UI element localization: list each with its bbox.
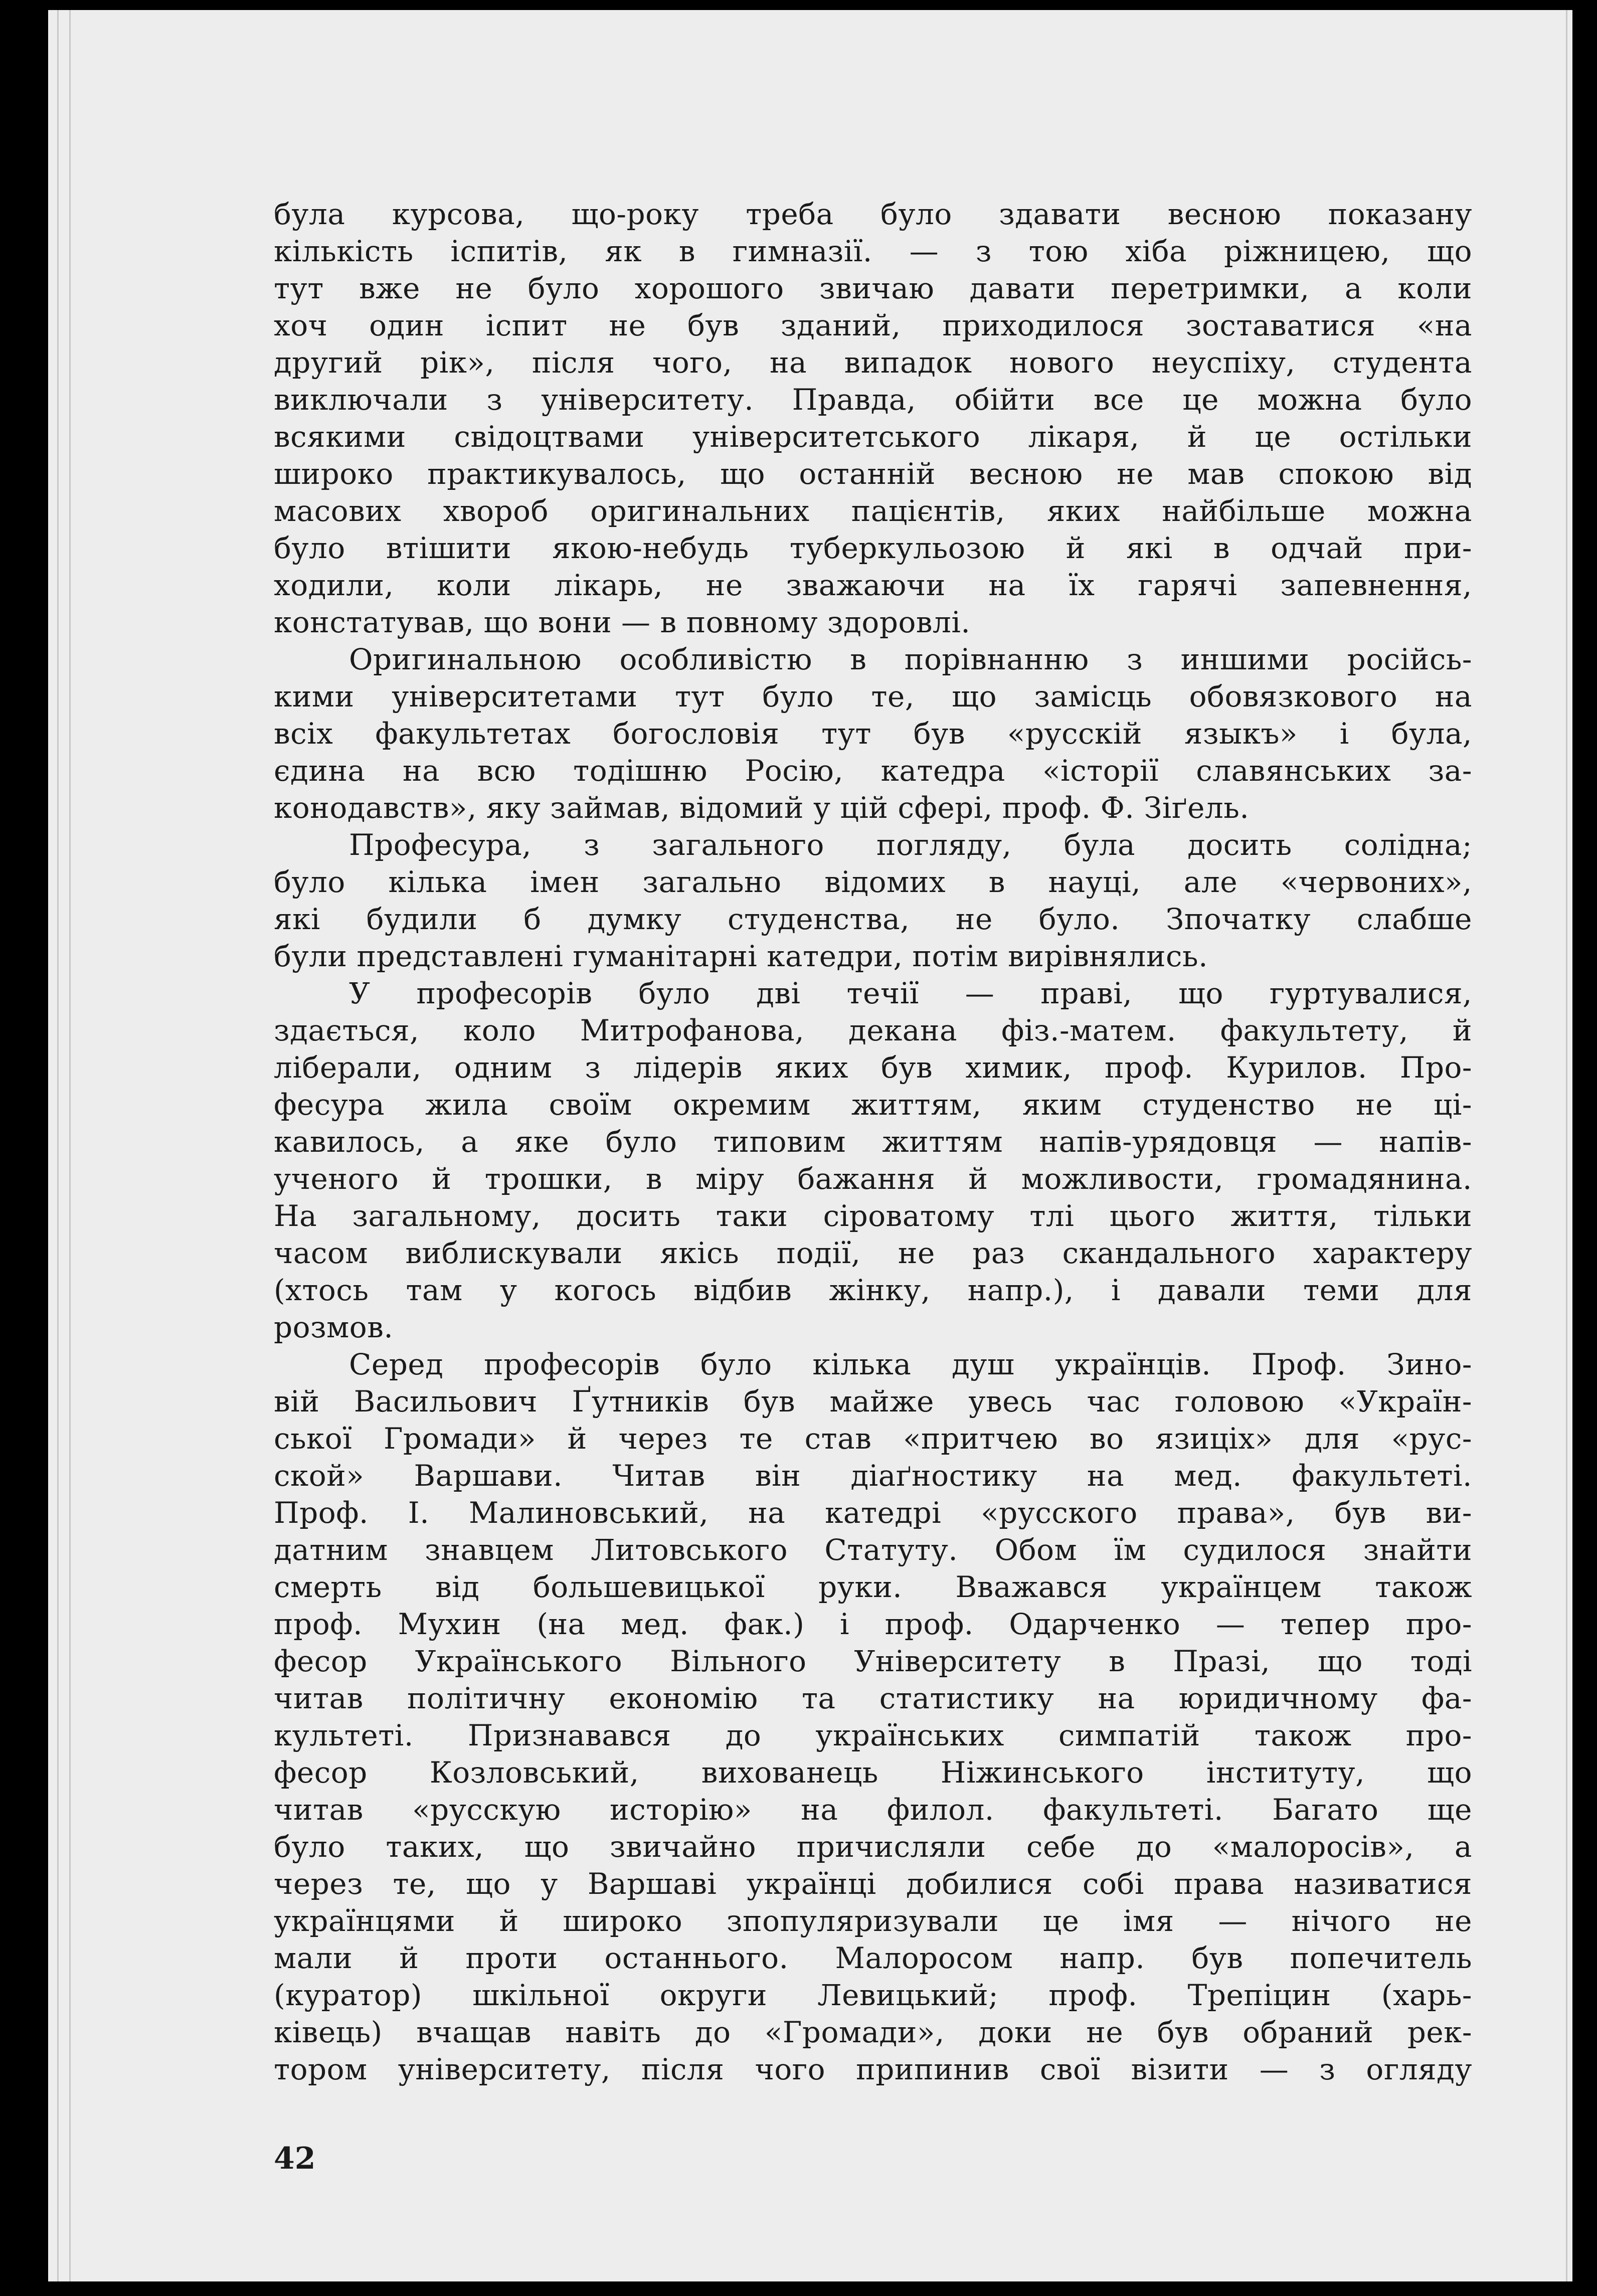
book-page: [48, 10, 1572, 2281]
text-line: Професура, з загального погляду, була досить солідна;: [349, 828, 1472, 862]
text-line: датним знавцем Литовського Статуту. Обом їм судилося знайти: [274, 1533, 1472, 1567]
text-line: культеті. Признавався до українських симпатій також про-: [274, 1718, 1472, 1752]
paragraph: [274, 641, 1472, 826]
text-line: ської Громади» й через те став «притчею во язиціх» для «рус-: [274, 1422, 1472, 1456]
text-line: широко практикувалось, що останній весною не мав спокою від: [274, 457, 1472, 491]
text-line: розмов.: [274, 1310, 394, 1344]
text-line: які будили б думку студенства, не було. Зпочатку слабше: [274, 902, 1472, 936]
text-line: вій Васильович Ґутників був майже увесь час головою «Україн-: [274, 1384, 1472, 1419]
page-number: 42: [274, 2141, 316, 2176]
text-line: констатував, що вони — в повному здоровлі.: [274, 605, 971, 639]
text-line: було кілька імен загально відомих в науці, але «червоних»,: [274, 865, 1472, 899]
text-line: всіх факультетах богословія тут був «русскій языкъ» і була,: [274, 717, 1472, 751]
text-line: читав «русскую исторію» на филол. факультеті. Багато ще: [274, 1793, 1472, 1827]
text-line: смерть від большевицької руки. Вважався українцем також: [274, 1570, 1472, 1604]
text-line: всякими свідоцтвами університетського лікаря, й це остільки: [274, 420, 1472, 454]
text-line: читав політичну економію та статистику на юридичному фа-: [274, 1681, 1472, 1715]
text-line: фесор Українського Вільного Університету в Празі, що тоді: [274, 1644, 1472, 1678]
text-line: Оригинальною особливістю в порівнанню з иншими російсь-: [349, 642, 1472, 676]
text-line: фесор Козловський, вихованець Ніжинського інституту, що: [274, 1755, 1472, 1790]
text-line: українцями й широко зпопуляризували це імя — нічого не: [274, 1904, 1472, 1938]
text-line: (хтось там у когось відбив жінку, напр.), і давали теми для: [274, 1273, 1472, 1307]
text-line: Серед професорів було кілька душ українців. Проф. Зино-: [349, 1347, 1472, 1381]
text-line: мали й проти останнього. Малоросом напр. був попечитель: [274, 1941, 1472, 1975]
text-line: ской» Варшави. Читав він діаґностику на мед. факультеті.: [274, 1459, 1472, 1493]
page-edge-line: [57, 10, 59, 2281]
text-line: конодавств», яку займав, відомий у цій сфері, проф. Ф. Зіґель.: [274, 791, 1250, 825]
text-line: було таких, що звичайно причисляли себе до «малоросів», а: [274, 1830, 1472, 1864]
text-line: кавилось, а яке було типовим життям напів-урядовця — напів-: [274, 1125, 1472, 1159]
text-line: часом виблискували якісь події, не раз скандального характеру: [274, 1236, 1472, 1270]
text-line: було втішити якою-небудь туберкульозою й які в одчай при-: [274, 531, 1472, 565]
text-line: ходили, коли лікарь, не зважаючи на їх гарячі запевнення,: [274, 568, 1472, 602]
text-line: У професорів було дві течії — праві, що гуртувалися,: [349, 976, 1472, 1010]
text-line: тором університету, після чого припинив свої візити — з огляду: [274, 2052, 1472, 2086]
text-line: На загальному, досить таки сіроватому тлі цього життя, тільки: [274, 1199, 1472, 1233]
text-line: через те, що у Варшаві українці добилися собі права називатися: [274, 1867, 1472, 1901]
text-line: здається, коло Митрофанова, декана фіз.-матем. факультету, й: [274, 1013, 1472, 1047]
text-line: проф. Мухин (на мед. фак.) і проф. Одарченко — тепер про-: [274, 1607, 1472, 1641]
paragraph: [274, 826, 1472, 975]
text-line: Проф. І. Малиновський, на катедрі «русского права», був ви-: [274, 1496, 1472, 1530]
text-line: ліберали, одним з лідерів яких був химик, проф. Курилов. Про-: [274, 1050, 1472, 1085]
text-line: єдина на всю тодішню Росію, катедра «історії славянських за-: [274, 754, 1472, 788]
page-edge-line: [1566, 10, 1567, 2281]
text-line: фесура жила своїм окремим життям, яким студенство не ці-: [274, 1088, 1472, 1122]
body-text: [274, 196, 1472, 2088]
text-line: ученого й трошки, в міру бажання й можливости, громадянина.: [274, 1162, 1472, 1196]
text-line: кими університетами тут було те, що замісць обовязкового на: [274, 679, 1472, 714]
paragraph: [274, 1346, 1472, 2088]
paragraph: [274, 975, 1472, 1346]
text-line: масових хвороб оригинальних пацієнтів, яких найбільше можна: [274, 494, 1472, 528]
text-line: (куратор) шкільної округи Левицький; проф. Трепіцин (харь-: [274, 1978, 1472, 2012]
text-line: ківець) вчащав навіть до «Громади», доки не був обраний рек-: [274, 2015, 1472, 2049]
text-line: тут вже не було хорошого звичаю давати перетримки, а коли: [274, 271, 1472, 305]
text-line: другий рік», після чого, на випадок нового неуспіху, студента: [274, 345, 1472, 380]
paragraph: [274, 196, 1472, 641]
text-line: виключали з університету. Правда, обійти все це можна було: [274, 383, 1472, 417]
text-line: хоч один іспит не був зданий, приходилося зоставатися «на: [274, 308, 1472, 342]
page-edge-line: [69, 10, 71, 2281]
text-line: була курсова, що-року треба було здавати весною показану: [274, 197, 1472, 231]
text-line: були представлені гуманітарні катедри, потім вирівнялись.: [274, 939, 1208, 973]
text-line: кількість іспитів, як в гимназії. — з тою хіба ріжницею, що: [274, 234, 1472, 268]
